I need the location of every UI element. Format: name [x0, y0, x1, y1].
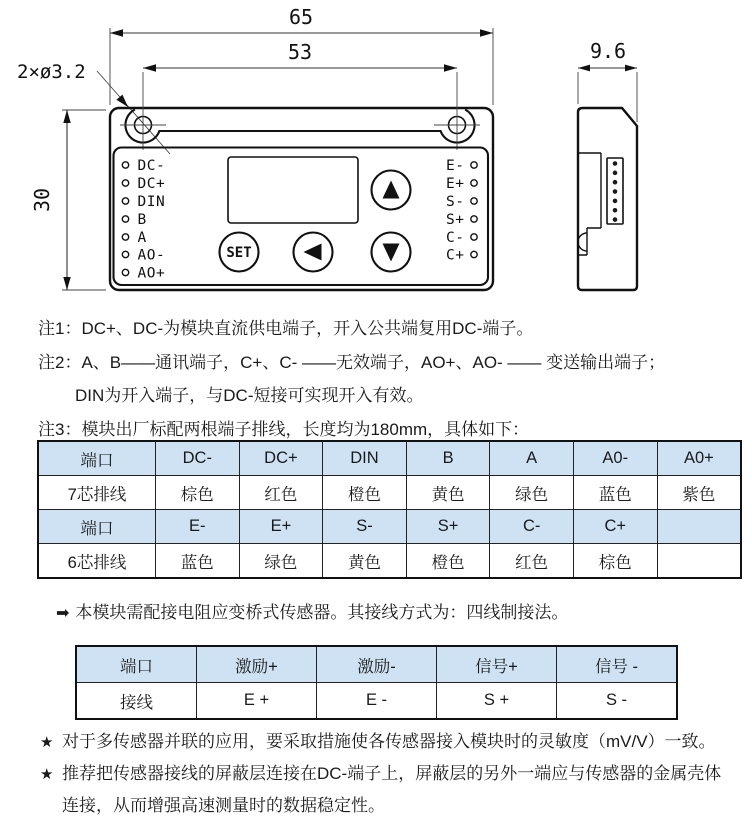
table-header-cell: DC- [156, 441, 240, 476]
mounting-flange-edge [125, 110, 474, 143]
star-icon: ★ [40, 766, 54, 783]
terminal-dot [471, 251, 477, 257]
table-cell: 6芯排线 [38, 544, 156, 579]
note-line: DIN为开入端子，与DC-短接可实现开入有效。 [75, 386, 424, 405]
connector-pin [613, 208, 618, 213]
terminal-label: E- [446, 158, 465, 175]
down-arrow-icon [383, 244, 400, 262]
left-button [294, 233, 333, 272]
side-view [578, 39, 637, 290]
dim-arrow-bottom [63, 277, 70, 290]
table-cell: 黄色 [323, 544, 407, 579]
dim-arrow-left [143, 64, 156, 71]
table-header-cell: DIN [323, 441, 407, 476]
terminal-label: C- [446, 230, 465, 247]
hole-centerlines [120, 72, 480, 150]
table-cell: 红色 [490, 544, 574, 579]
terminal-dot [122, 180, 128, 186]
table-row [76, 683, 677, 720]
table-cell [657, 544, 741, 579]
table-header-cell: C- [490, 510, 574, 544]
terminal-dot [471, 180, 477, 186]
table-cell: 黄色 [406, 476, 490, 510]
terminal-label: DIN [137, 194, 166, 211]
dim-width-label: 65 [288, 5, 314, 29]
table-cell: E + [197, 683, 317, 720]
terminal-dot [471, 216, 477, 222]
down-button [372, 233, 411, 272]
terminal-label: DC- [137, 158, 166, 175]
notes-block [38, 312, 665, 446]
terminal-left-A [122, 230, 146, 246]
terminal-left-AO+ [122, 266, 165, 282]
connector-pin [613, 180, 618, 185]
up-button [372, 171, 411, 210]
left-terminal-labels [122, 158, 165, 282]
connector-pin [613, 171, 618, 176]
left-arrow-icon [304, 244, 322, 261]
table-cell: 绿色 [490, 476, 574, 510]
terminal-dot [122, 162, 128, 168]
display-window [228, 157, 358, 223]
table-cell: S - [557, 683, 678, 720]
table-header-cell: S- [323, 510, 407, 544]
connector-pin [613, 217, 618, 222]
table-header-row [38, 510, 741, 544]
terminal-label: A [137, 230, 147, 247]
star-note-text: 连接，从而增强高速测量时的数据稳定性。 [62, 796, 385, 815]
table-header-cell: 端口 [76, 646, 197, 683]
right-terminal-labels [446, 158, 477, 264]
terminal-left-DC+ [122, 176, 165, 192]
sensor-wiring-table [75, 645, 678, 720]
terminal-label: E+ [446, 176, 465, 193]
table-header-cell: C+ [573, 510, 657, 544]
table-header-cell: 端口 [38, 510, 156, 544]
table-header-cell: 信号+ [437, 646, 557, 683]
dim-hole-span-label: 53 [287, 40, 313, 64]
table-header-cell: E- [156, 510, 240, 544]
star-icon: ★ [40, 734, 54, 751]
terminal-right-E+ [446, 176, 477, 192]
mechanical-drawing [0, 0, 752, 302]
terminal-left-DC- [122, 158, 165, 174]
side-face-lines [578, 153, 601, 255]
table-header-row [38, 441, 741, 476]
dim-height-label: 30 [30, 187, 54, 213]
terminal-left-DIN [122, 194, 165, 210]
star-notes [40, 726, 721, 821]
table-header-cell: B [406, 441, 490, 476]
dim-arrow-left [110, 29, 123, 36]
terminal-right-E- [446, 158, 477, 174]
table-row [38, 476, 741, 510]
hole-callout-label: 2×ø3.2 [17, 61, 86, 83]
front-view-outline [110, 108, 493, 290]
table-header-cell [657, 510, 741, 544]
terminal-left-B [122, 212, 146, 228]
table-cell: 棕色 [573, 544, 657, 579]
table-cell: 棕色 [156, 476, 240, 510]
table-header-cell: 端口 [38, 441, 156, 476]
terminal-label: S- [446, 194, 465, 211]
terminal-dot [122, 234, 128, 240]
sensor-note-text: 本模块需配接电阻应变桥式传感器。其接线方式为：四线制接法。 [75, 603, 569, 622]
table-header-cell: A [490, 441, 574, 476]
table-cell: 紫色 [657, 476, 741, 510]
dim-hole-span [143, 40, 457, 72]
table-cell: 橙色 [323, 476, 407, 510]
terminal-dot [471, 162, 477, 168]
callout-arrowhead [116, 95, 128, 107]
terminal-right-C- [446, 230, 477, 246]
table-cell: 接线 [76, 683, 197, 720]
table-cell: 红色 [239, 476, 323, 510]
table-cell: 蓝色 [156, 544, 240, 579]
table-cell: S + [437, 683, 557, 720]
note-line: 注1：DC+、DC-为模块直流供电端子，开入公共端复用DC-端子。 [38, 319, 534, 338]
wiring-table [37, 440, 742, 579]
dim-arrow-right [625, 65, 637, 72]
set-button-label: SET [226, 245, 252, 261]
connector-pin [613, 161, 618, 166]
terminal-label: AO- [137, 247, 166, 264]
table-header-cell: 激励- [317, 646, 437, 683]
table-header-row [76, 646, 677, 683]
table-header-cell: DC+ [239, 441, 323, 476]
terminal-right-S- [446, 194, 477, 210]
terminal-label: AO+ [137, 265, 166, 282]
table-cell: 蓝色 [573, 476, 657, 510]
note-line: 注2：A、B——通讯端子，C+、C- ——无效端子，AO+、AO- —— 变送输出端子； [38, 352, 666, 372]
table-header-cell: 信号 - [557, 646, 678, 683]
table-header-cell: S+ [406, 510, 490, 544]
star-note-line [40, 726, 721, 758]
terminal-label: DC+ [137, 176, 166, 193]
front-panel [114, 148, 489, 286]
dim-depth [578, 39, 637, 122]
star-note-text: 对于多传感器并联的应用，要采取措施使各传感器接入模块时的灵敏度（mV/V）一致。 [62, 732, 716, 751]
terminal-dot [122, 216, 128, 222]
terminal-dot [122, 198, 128, 204]
table-header-cell: E+ [239, 510, 323, 544]
rail-clip-arc [578, 233, 587, 251]
table-header-cell: A0- [573, 441, 657, 476]
sensor-note [56, 601, 568, 626]
star-note-line [62, 790, 721, 821]
right-arrow-icon: ➡ [56, 605, 70, 622]
terminal-right-S+ [446, 212, 477, 228]
connector-pin [613, 189, 618, 194]
terminal-label: S+ [446, 212, 465, 229]
connector-pins [613, 161, 618, 222]
table-header-cell: A0+ [657, 441, 741, 476]
dim-arrow-top [63, 110, 70, 123]
dim-arrow-left [578, 65, 590, 72]
table-header-cell: 激励+ [197, 646, 317, 683]
dim-depth-label: 9.6 [589, 39, 627, 63]
table-row [38, 544, 741, 579]
front-view [17, 5, 493, 290]
terminal-left-AO- [122, 248, 165, 264]
terminal-right-C+ [446, 248, 477, 264]
terminal-label: C+ [446, 247, 465, 264]
dim-height [30, 110, 106, 290]
star-note-line [40, 758, 721, 790]
star-note-text: 推荐把传感器接线的屏蔽层连接在DC-端子上，屏蔽层的另外一端应与传感器的金属壳体 [62, 764, 722, 783]
note-line: 注3：模块出厂标配两根端子排线，长度均为180mm，具体如下： [38, 419, 530, 439]
table-cell: 橙色 [406, 544, 490, 579]
table-cell: E - [317, 683, 437, 720]
terminal-dot [122, 251, 128, 257]
terminal-dot [471, 234, 477, 240]
up-arrow-icon [383, 181, 400, 199]
terminal-label: B [137, 212, 147, 229]
set-button [220, 233, 259, 272]
terminal-dot [471, 198, 477, 204]
table-cell: 绿色 [239, 544, 323, 579]
terminal-dot [122, 269, 128, 275]
table-cell: 7芯排线 [38, 476, 156, 510]
dim-arrow-right [444, 64, 457, 71]
connector-pin [613, 199, 618, 204]
dim-arrow-right [480, 29, 493, 36]
